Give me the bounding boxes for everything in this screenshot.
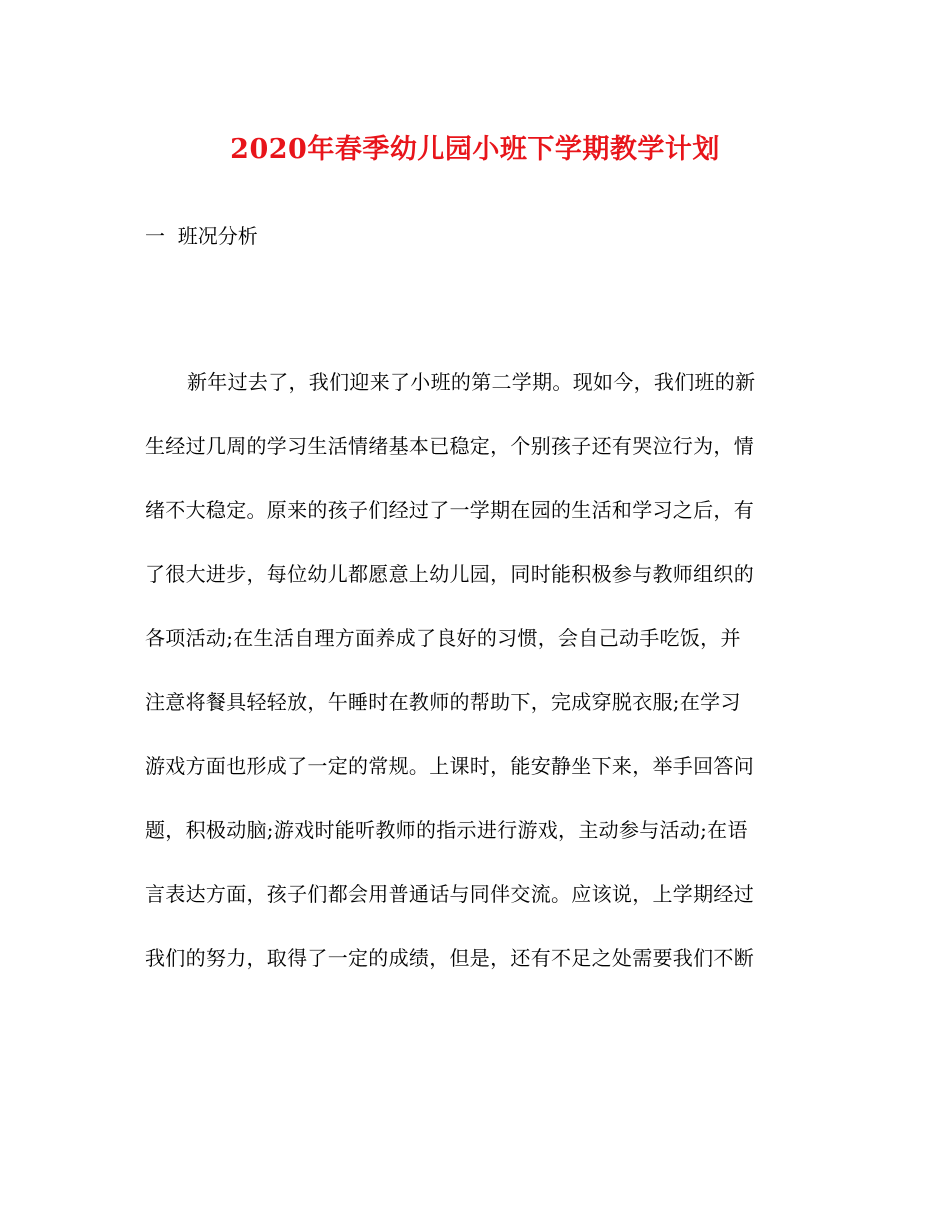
paragraph-line: 言表达方面，孩子们都会用普通话与同伴交流。应该说，上学期经过 — [145, 882, 754, 906]
paragraph-line: 生经过几周的学习生活情绪基本已稳定，个别孩子还有哭泣行为，情 — [145, 434, 754, 458]
paragraph-line: 各项活动;在生活自理方面养成了良好的习惯，会自己动手吃饭，并 — [145, 626, 741, 650]
paragraph-line: 新年过去了，我们迎来了小班的第二学期。现如今，我们班的新 — [187, 370, 756, 394]
paragraph-line: 绪不大稳定。原来的孩子们经过了一学期在园的生活和学习之后，有 — [145, 498, 754, 522]
document-title: 2020年春季幼儿园小班下学期教学计划 — [230, 134, 720, 165]
paragraph-line: 题，积极动脑;游戏时能听教师的指示进行游戏，主动参与活动;在语 — [145, 818, 748, 842]
body-paragraph — [145, 362, 805, 1002]
paragraph-line: 了很大进步，每位幼儿都愿意上幼儿园，同时能积极参与教师组织的 — [145, 562, 754, 586]
section-heading: 一 班况分析 — [145, 224, 258, 248]
paragraph-line: 游戏方面也形成了一定的常规。上课时，能安静坐下来，举手回答问 — [145, 754, 754, 778]
paragraph-line: 注意将餐具轻轻放，午睡时在教师的帮助下，完成穿脱衣服;在学习 — [145, 690, 741, 714]
paragraph-line: 我们的努力，取得了一定的成绩，但是，还有不足之处需要我们不断 — [145, 946, 754, 970]
